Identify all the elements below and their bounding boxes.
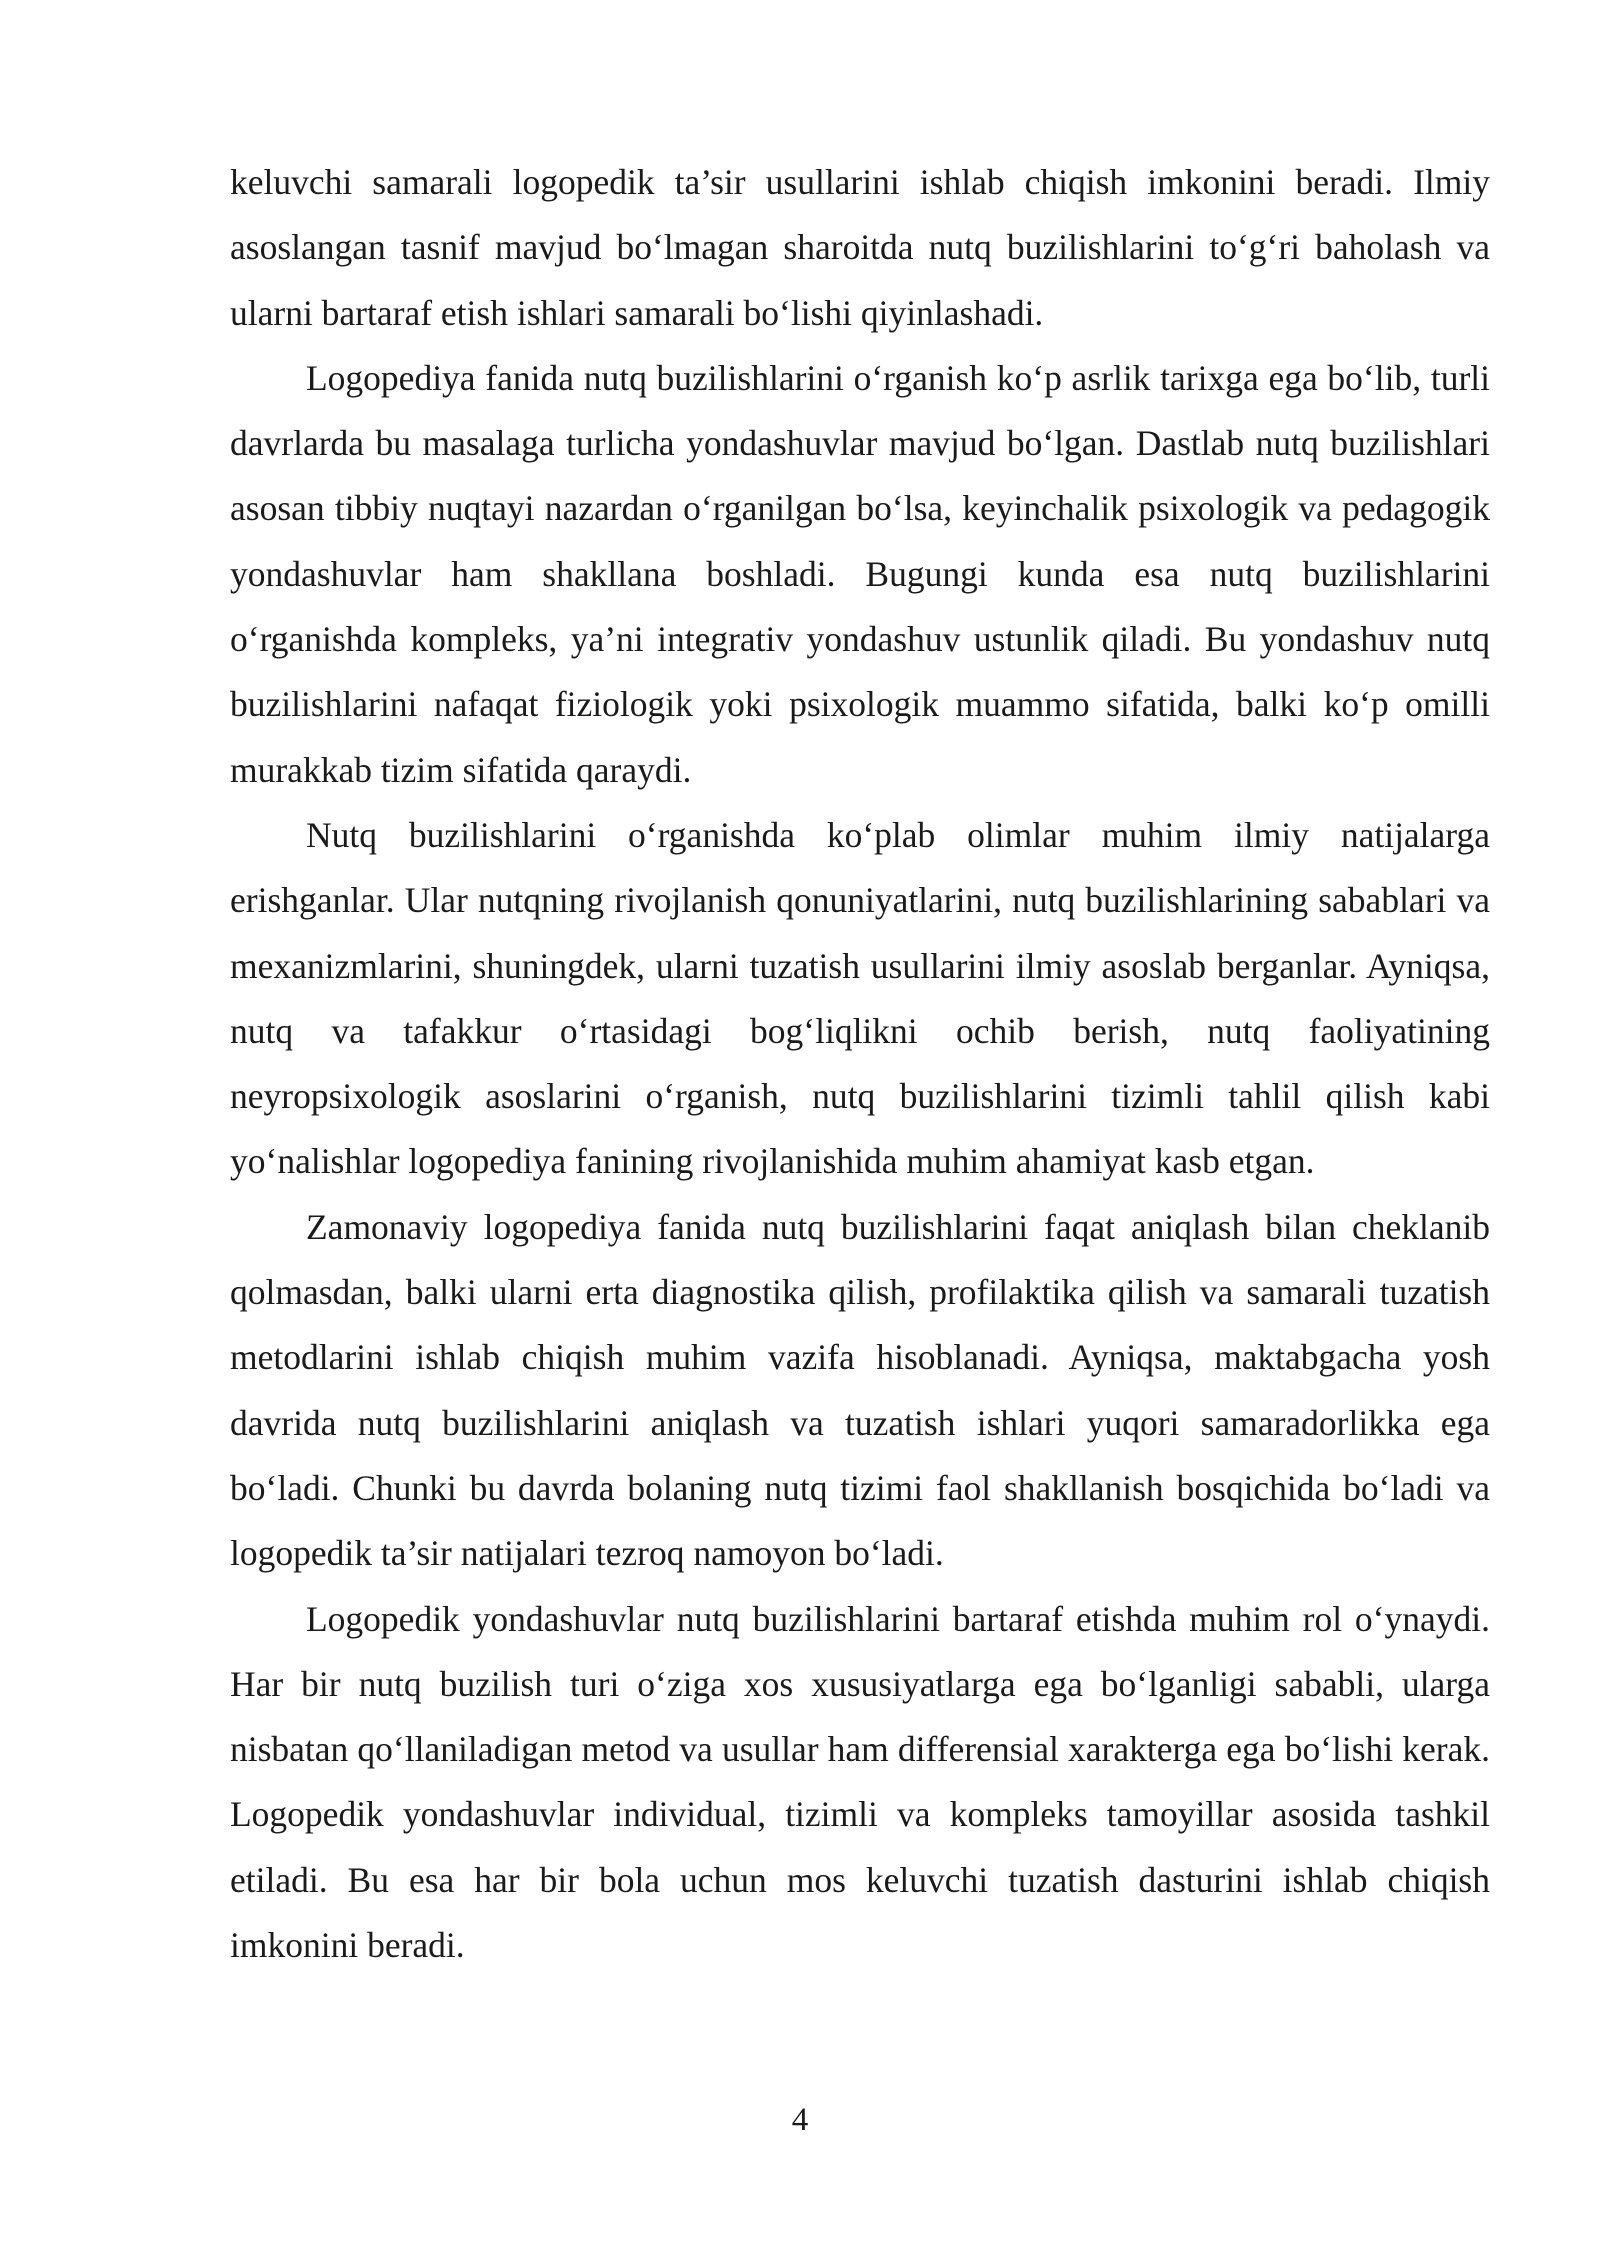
document-body: [230, 150, 1490, 1978]
paragraph-scientists: Nutq buzilishlarini o‘rganishda ko‘plab olimlar muhim ilmiy natijalarga erishganlar. Ular nutqning rivojlanish qonuniyatlarini, nutq buzilishlarining sabablari va mexanizmlarini, shuningdek, ularni tuzatish usullarini ilmiy asoslab berganlar. Ayniqsa, nutq va tafakkur o‘rtasidagi bog‘liqlikni ochib berish, nutq faoliyatining neyropsixologik asoslarini o‘rganish, nutq buzilishlarini tizimli tahlil qilish kabi yo‘nalishlar logopediya fanining rivojlanishida muhim ahamiyat kasb etgan.: [230, 814, 1490, 1182]
page-number: 4: [791, 2102, 809, 2138]
paragraph-modern-logopedics: Zamonaviy logopediya fanida nutq buzilishlarini faqat aniqlash bilan cheklanib qolmasdan, balki ularni erta diagnostika qilish, profilaktika qilish va samarali tuzatish metodlarini ishlab chiqish muhim vazifa hisoblanadi. Ayniqsa, maktabgacha yosh davrida nutq buzilishlarini aniqlash va tuzatish ishlari yuqori samaradorlikka ega bo‘ladi. Chunki bu davrda bolaning nutq tizimi faol shakllanish bosqichida bo‘ladi va logopedik ta’sir natijalari tezroq namoyon bo‘ladi.: [230, 1206, 1490, 1574]
paragraph-approaches: Logopedik yondashuvlar nutq buzilishlarini bartaraf etishda muhim rol o‘ynaydi. Har bir nutq buzilish turi o‘ziga xos xususiyatlarga ega bo‘lganligi sababli, ularga nisbatan qo‘llaniladigan metod va usullar ham differensial xarakterga ega bo‘lishi kerak. Logopedik yondashuvlar individual, tizimli va kompleks tamoyillar asosida tashkil etiladi. Bu esa har bir bola uchun mos keluvchi tuzatish dasturini ishlab chiqish imkonini beradi.: [230, 1598, 1490, 1966]
paragraph-continuation: keluvchi samarali logopedik ta’sir usullarini ishlab chiqish imkonini beradi. Ilmiy asoslangan tasnif mavjud bo‘lmagan sharoitda nutq buzilishlarini to‘g‘ri baholash va ularni bartaraf etish ishlari samarali bo‘lishi qiyinlashadi.: [230, 162, 1490, 333]
paragraph-history: Logopediya fanida nutq buzilishlarini o‘rganish ko‘p asrlik tarixga ega bo‘lib, turli davrlarda bu masalaga turlicha yondashuvlar mavjud bo‘lgan. Dastlab nutq buzilishlari asosan tibbiy nuqtayi nazardan o‘rganilgan bo‘lsa, keyinchalik psixologik va pedagogik yondashuvlar ham shakllana boshladi. Bugungi kunda esa nutq buzilishlarini o‘rganishda kompleks, ya’ni integrativ yondashuv ustunlik qiladi. Bu yondashuv nutq buzilishlarini nafaqat fiziologik yoki psixologik muammo sifatida, balki ko‘p omilli murakkab tizim sifatida qaraydi.: [230, 357, 1490, 790]
